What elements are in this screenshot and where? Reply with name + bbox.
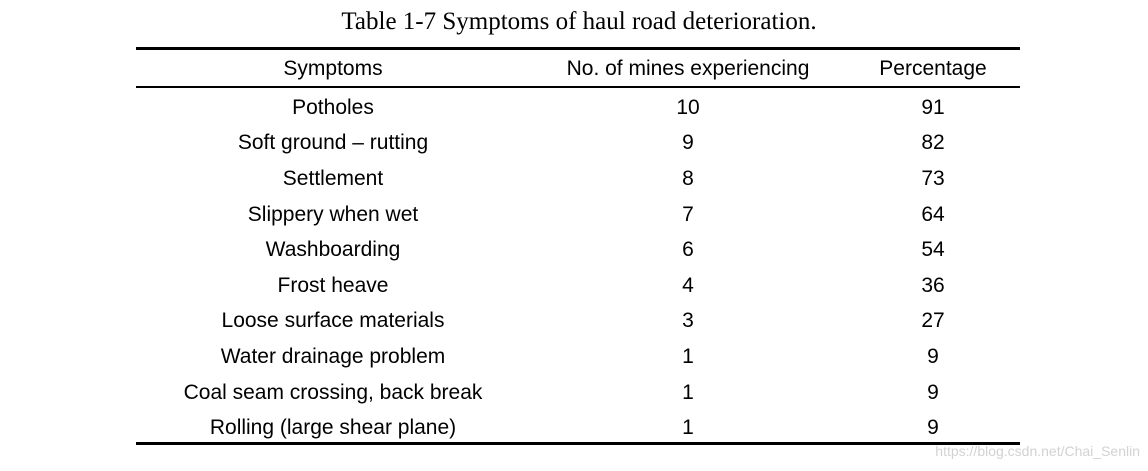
mines-count-cell: 9 [682, 131, 694, 155]
symptoms-table [136, 50, 1020, 446]
table-row [136, 161, 1020, 197]
percentage-cell: 27 [921, 309, 945, 333]
table-row [136, 197, 1020, 233]
percentage-cell: 9 [927, 416, 939, 440]
column-header-symptoms: Symptoms [283, 57, 383, 80]
symptom-cell: Coal seam crossing, back break [183, 380, 483, 404]
table-header-row [136, 50, 1020, 88]
column-header-mines: No. of mines experiencing [566, 57, 810, 80]
percentage-cell: 9 [927, 344, 939, 368]
table-row [136, 375, 1020, 411]
symptom-cell: Water drainage problem [220, 344, 446, 368]
symptom-cell: Soft ground – rutting [237, 131, 429, 155]
symptom-cell: Settlement [282, 166, 384, 190]
table-row [136, 410, 1020, 446]
symptom-cell: Frost heave [277, 273, 389, 297]
percentage-cell: 91 [921, 95, 945, 119]
table-row [136, 232, 1020, 268]
mines-count-cell: 8 [682, 166, 694, 190]
percentage-cell: 36 [921, 273, 945, 297]
column-header-percentage: Percentage [879, 57, 987, 80]
table-caption: Table 1-7 Symptoms of haul road deterioration. [341, 8, 817, 35]
percentage-cell: 64 [921, 202, 945, 226]
mines-count-cell: 1 [682, 380, 694, 404]
mines-count-cell: 7 [682, 202, 694, 226]
table-row [136, 304, 1020, 340]
table-row [136, 268, 1020, 304]
symptom-cell: Loose surface materials [221, 309, 445, 333]
symptom-cell: Rolling (large shear plane) [209, 416, 457, 440]
symptom-cell: Washboarding [265, 238, 401, 262]
mines-count-cell: 4 [682, 273, 694, 297]
symptom-cell: Slippery when wet [247, 202, 419, 226]
table-row [136, 126, 1020, 162]
mines-count-cell: 1 [682, 416, 694, 440]
mines-count-cell: 1 [682, 344, 694, 368]
symptom-cell: Potholes [292, 95, 374, 119]
percentage-cell: 9 [927, 380, 939, 404]
watermark: https://blog.csdn.net/Chai_Senlin [935, 443, 1140, 459]
table-row [136, 339, 1020, 375]
mines-count-cell: 3 [682, 309, 694, 333]
table-row [136, 88, 1020, 126]
percentage-cell: 82 [921, 131, 945, 155]
percentage-cell: 54 [921, 238, 945, 262]
mines-count-cell: 10 [676, 95, 700, 119]
percentage-cell: 73 [921, 166, 945, 190]
mines-count-cell: 6 [682, 238, 694, 262]
